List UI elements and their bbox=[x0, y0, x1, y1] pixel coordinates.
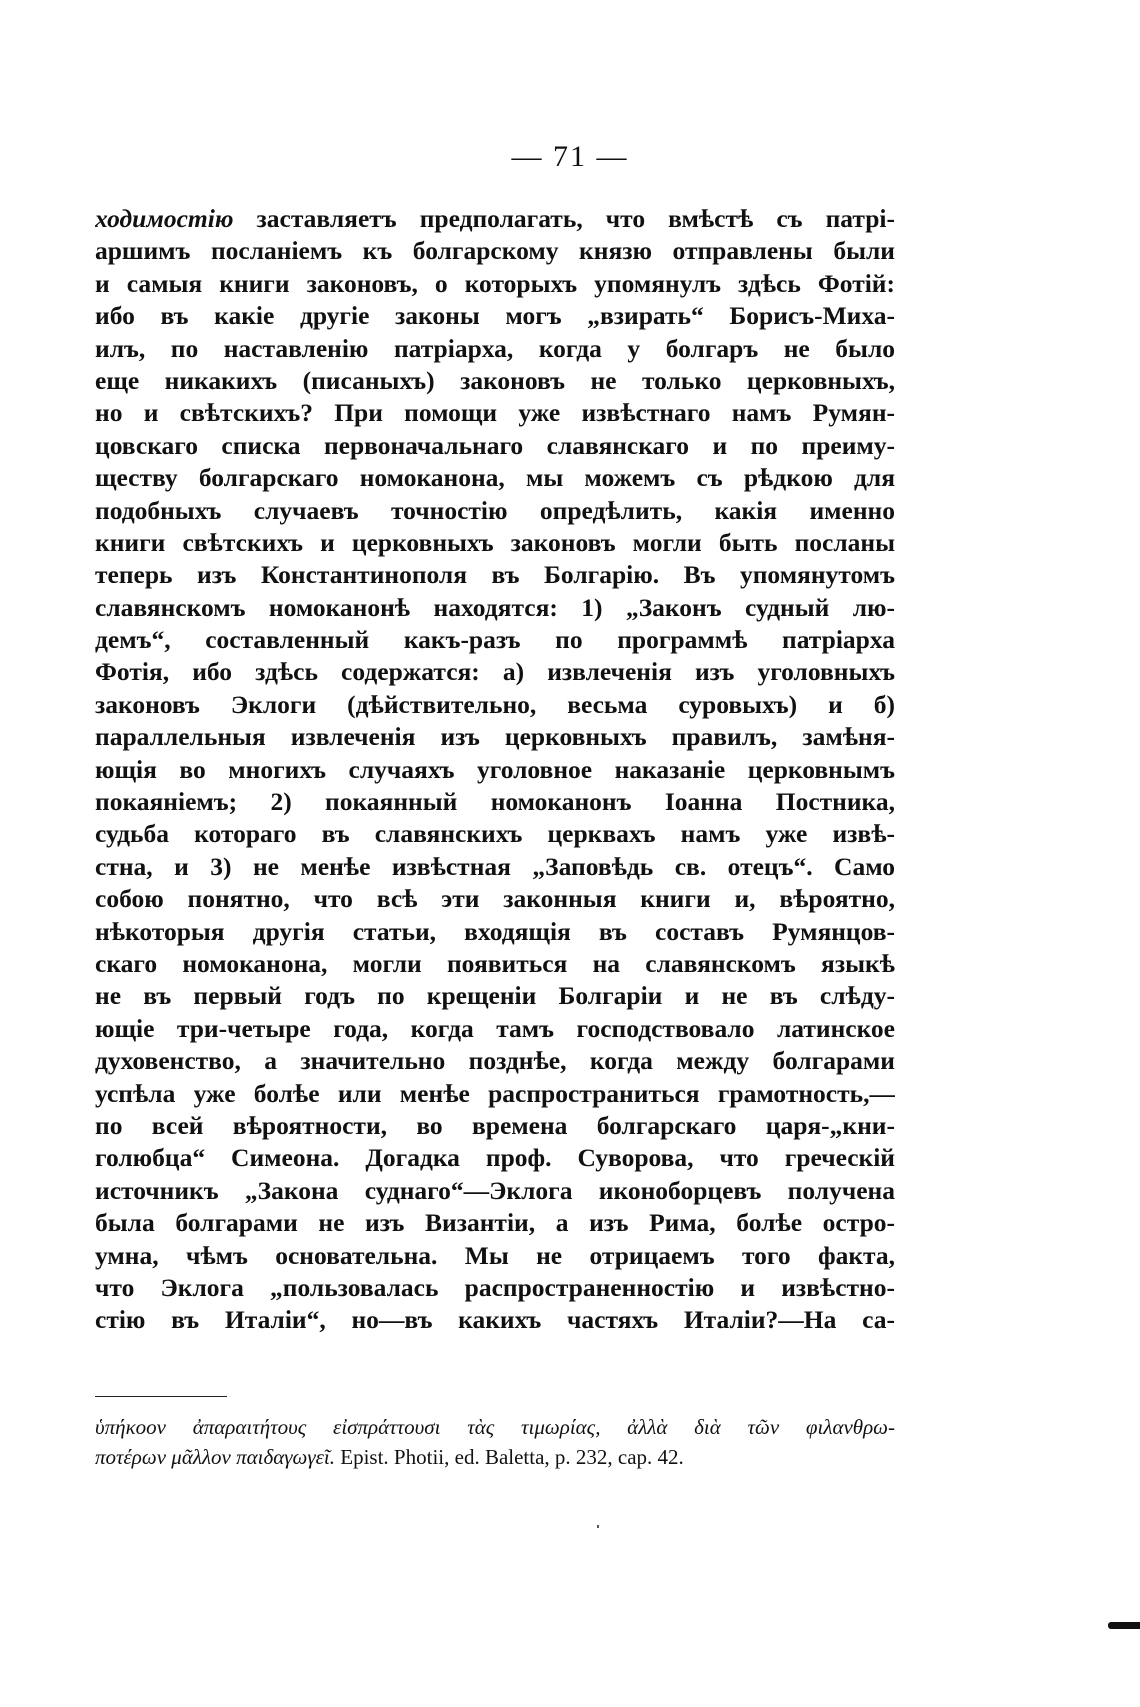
text-line: Фотія, ибо здѣсь содержатся: а) извлеченія изъ уголовныхъ bbox=[95, 657, 895, 687]
text-line: умна, чѣмъ основательна. Мы не отрицаемъ того факта, bbox=[95, 1240, 895, 1270]
text-line: цовскаго списка первоначальнаго славянскаго и по преиму- bbox=[95, 430, 895, 460]
footnote bbox=[95, 1412, 895, 1472]
text-line: ибо въ какіе другіе законы могъ „взирать“ Борисъ-Миха- bbox=[95, 301, 895, 331]
footnote-citation: Epist. Photii, ed. Baletta, p. 232, cap. 42. bbox=[340, 1445, 684, 1469]
text-line: голюбца“ Симеона. Догадка проф. Суворова, что греческій bbox=[95, 1143, 895, 1173]
print-speck bbox=[597, 1525, 599, 1528]
footnote-greek: ποτέρων μᾶλλον παιδαγωγεῖ. bbox=[95, 1445, 336, 1469]
footnote-line bbox=[95, 1442, 895, 1472]
text-line: и самыя книги законовъ, о которыхъ упомянулъ здѣсь Фотій: bbox=[95, 268, 895, 298]
text-line: еще никакихъ (писаныхъ) законовъ не только церковныхъ, bbox=[95, 365, 895, 395]
text-line: демъ“, составленный какъ-разъ по программѣ патріарха bbox=[95, 625, 895, 655]
text-line: подобныхъ случаевъ точностію опредѣлить, какія именно bbox=[95, 495, 895, 525]
text-line: стна, и 3) не менѣе извѣстная „Заповѣдь св. отецъ“. Само bbox=[95, 851, 895, 881]
text-line: духовенство, а значительно позднѣе, когда между болгарами bbox=[95, 1046, 895, 1076]
text-line: аршимъ посланіемъ къ болгарскому князю отправлены были bbox=[95, 236, 895, 266]
text-line: что Эклога „пользовалась распространенностію и извѣстно- bbox=[95, 1272, 895, 1302]
scan-edge-mark bbox=[1108, 1622, 1140, 1629]
text-line: нѣкоторыя другія статьи, входящія въ составъ Румянцов- bbox=[95, 916, 895, 946]
text-line: книги свѣтскихъ и церковныхъ законовъ могли быть посланы bbox=[95, 527, 895, 557]
text-line: скаго номоканона, могли появиться на славянскомъ языкѣ bbox=[95, 948, 895, 978]
text-line: илъ, по наставленію патріарха, когда у болгаръ не было bbox=[95, 333, 895, 363]
text-line: но и свѣтскихъ? При помощи уже извѣстнаго намъ Румян- bbox=[95, 398, 895, 428]
text-line: параллельныя извлеченія изъ церковныхъ правилъ, замѣня- bbox=[95, 722, 895, 752]
text-line: была болгарами не изъ Византіи, а изъ Рима, болѣе остро- bbox=[95, 1208, 895, 1238]
text-line: ющія во многихъ случаяхъ уголовное наказаніе церковнымъ bbox=[95, 754, 895, 784]
text-line: стію въ Италіи“, но—въ какихъ частяхъ Италіи?—На са- bbox=[95, 1305, 895, 1335]
text-line: теперь изъ Константинополя въ Болгарію. Въ упомянутомъ bbox=[95, 560, 895, 590]
text-line: источникъ „Закона суднаго“—Эклога иконоборцевъ получена bbox=[95, 1175, 895, 1205]
text-line: ходимостію заставляетъ предполагать, что вмѣстѣ съ патрі- bbox=[95, 204, 895, 233]
text-line: ющіе три-четыре года, когда тамъ господствовало латинское bbox=[95, 1013, 895, 1043]
footnote-line: ὑπήκοον ἀπαραιτήτους εἰσπράττουσι τὰς τιμωρίας, ἀλλὰ διὰ τῶν φιλανθρω- bbox=[95, 1415, 895, 1439]
italic-lead-word: ходимостію bbox=[95, 204, 234, 233]
body-text bbox=[95, 203, 895, 1337]
text-line: не въ первый годъ по крещеніи Болгаріи и не въ слѣду- bbox=[95, 981, 895, 1011]
text-line: собою понятно, что всѣ эти законныя книги и, вѣроятно, bbox=[95, 884, 895, 914]
page-number: — 71 — bbox=[511, 140, 629, 173]
text-line: покаяніемъ; 2) покаянный номоканонъ Іоанна Постника, bbox=[95, 787, 895, 817]
text-line: по всей вѣроятности, во времена болгарскаго царя-„кни- bbox=[95, 1110, 895, 1140]
text-line: судьба котораго въ славянскихъ церквахъ намъ уже извѣ- bbox=[95, 819, 895, 849]
text-line: ществу болгарскаго номоканона, мы можемъ съ рѣдкою для bbox=[95, 463, 895, 493]
text-line: законовъ Эклоги (дѣйствительно, весьма суровыхъ) и б) bbox=[95, 689, 895, 719]
text-line: славянскомъ номоканонѣ находятся: 1) „Законъ судный лю- bbox=[95, 592, 895, 622]
text-line: успѣла уже болѣе или менѣе распространиться грамотность,— bbox=[95, 1078, 895, 1108]
footnote-rule bbox=[95, 1396, 227, 1397]
